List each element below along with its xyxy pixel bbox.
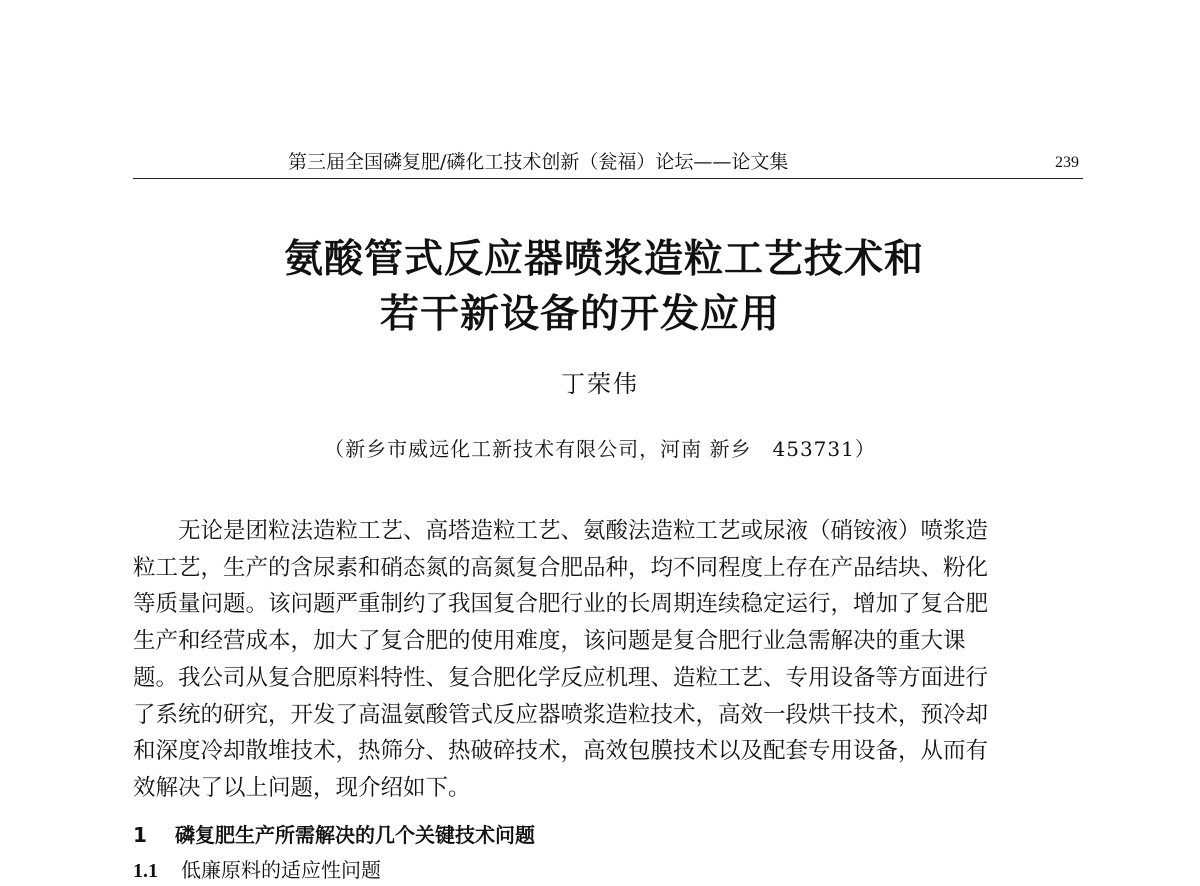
paper-title xyxy=(0,232,1200,342)
author-affiliation: （新乡市威远化工新技术有限公司，河南 新乡 453731） xyxy=(324,437,876,461)
paragraph-line: 效解决了以上问题，现介绍如下。 xyxy=(133,774,471,801)
paper-title-line-1: 氨酸管式反应器喷浆造粒工艺技术和 xyxy=(283,237,924,282)
subsection-number: 1.1 xyxy=(133,860,158,882)
subsection-heading-1-1 xyxy=(133,855,1083,886)
paragraph-line: 题。我公司从复合肥原料特性、复合肥化学反应机理、造粒工艺、专用设备等方面进行 xyxy=(133,664,989,691)
paragraph-line: 等质量问题。该问题严重制约了我国复合肥行业的长周期连续稳定运行，增加了复合肥 xyxy=(133,591,989,618)
section-number: 1 xyxy=(133,823,147,847)
running-header xyxy=(133,148,1083,179)
subsection-title: 低廉原料的适应性问题 xyxy=(181,858,381,882)
paper-title-line-2: 若干新设备的开发应用 xyxy=(379,292,780,337)
paragraph-line: 了系统的研究，开发了高温氨酸管式反应器喷浆造粒技术，高效一段烘干技术，预冷却 xyxy=(133,701,989,728)
intro-paragraph xyxy=(133,513,1083,807)
paragraph-line: 生产和经营成本，加大了复合肥的使用难度，该问题是复合肥行业急需解决的重大课 xyxy=(133,628,966,655)
paragraph-line: 无论是团粒法造粒工艺、高塔造粒工艺、氨酸法造粒工艺或尿液（硝铵液）喷浆造 xyxy=(178,518,989,544)
author-name: 丁荣伟 xyxy=(561,370,639,398)
page-number: 239 xyxy=(1055,154,1079,171)
section-title: 磷复肥生产所需解决的几个关键技术问题 xyxy=(175,823,535,847)
running-title: 第三届全国磷复肥/磷化工技术创新（瓮福）论坛——论文集 xyxy=(288,151,789,173)
paragraph-line: 粒工艺，生产的含尿素和硝态氮的高氮复合肥品种，均不同程度上存在产品结块、粉化 xyxy=(133,554,989,581)
paragraph-line: 和深度冷却散堆技术，热筛分、热破碎技术，高效包膜技术以及配套专用设备，从而有 xyxy=(133,738,989,765)
section-heading-1 xyxy=(133,820,1083,850)
